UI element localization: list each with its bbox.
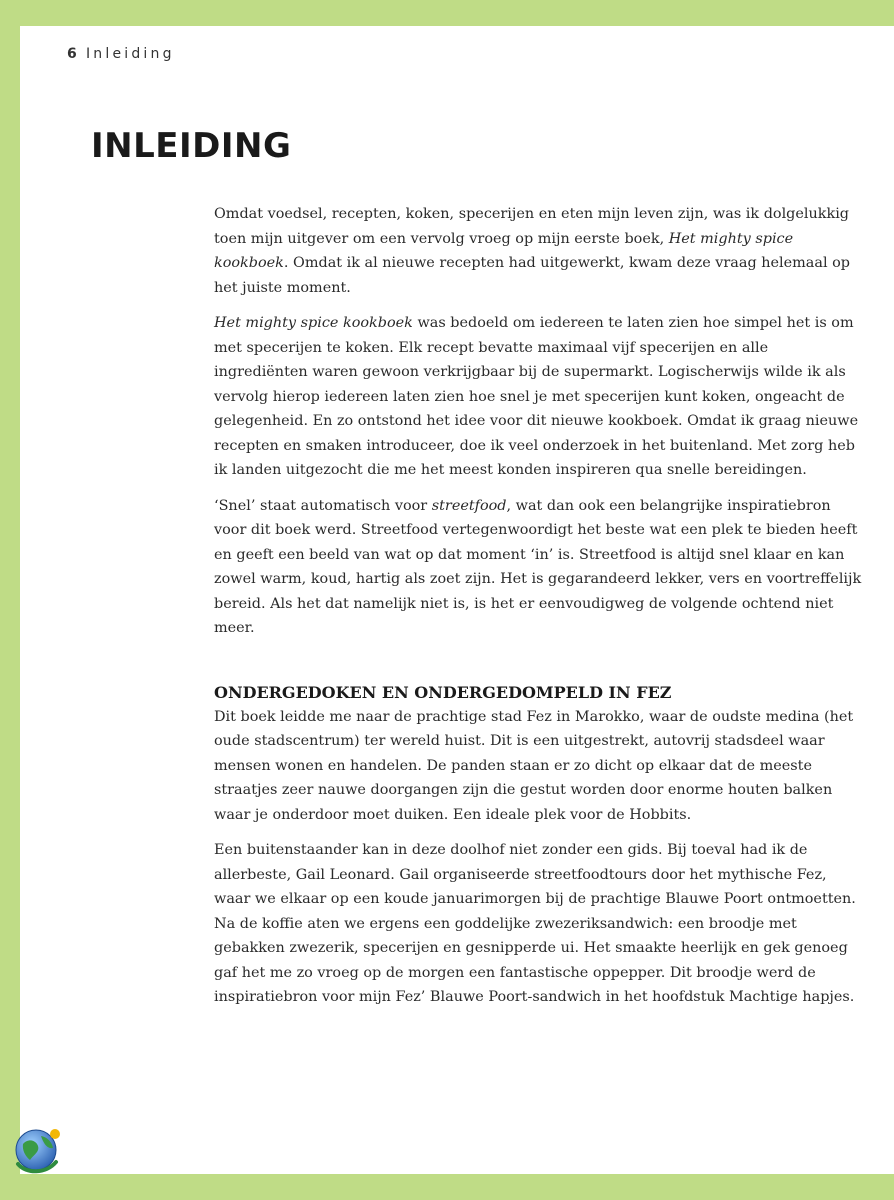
- paragraph-2: Het mighty spice kookboek was bedoeld om iedereen te laten zien hoe simpel het is om met specerijen te koken. Elk recept bevatte maximaal vijf specerijen en alle ingrediënten waren gewoon verkrijgbaar bij de supermarkt. Logischerwijs wilde ik als vervolg hierop iedereen laten zien hoe snel je met specerijen kunt koken, ongeacht de gelegenheid. En zo ontstond het idee voor dit nieuwe kookboek. Omdat ik graag nieuwe recepten en smaken introduceer, doe ik veel onderzoek in het buitenland. Met zorg heb ik landen uitgezocht die me het meest konden inspireren qua snelle bereidingen.: [214, 315, 859, 478]
- section-paragraph-1: Dit boek leidde me naar de prachtige stad Fez in Marokko, waar de oudste medina (het oude stadscentrum) ter wereld huist. Dit is een uitgestrekt, autovrij stadsdeel waar mensen wonen en handelen. De panden staan er zo dicht op elkaar dat de meeste straatjes zeer nauwe doorgangen zijn die gestut worden door enorme houten balken waar je onderdoor moet duiken. Een ideale plek voor de Hobbits.: [214, 708, 854, 823]
- running-header-title: Inleiding: [85, 46, 175, 62]
- page-number: 6: [67, 46, 80, 62]
- book-title-italic: Het mighty spice kookboek: [214, 230, 794, 271]
- section-heading: ONDERGEDOKEN EN ONDERGEDOMPELD IN FEZ: [214, 682, 672, 702]
- streetfood-italic: streetfood: [431, 497, 507, 514]
- globe-logo-icon: [6, 1120, 68, 1180]
- paragraph-1: Omdat voedsel, recepten, koken, specerijen en eten mijn leven zijn, was ik dolgelukkig toen mijn uitgever om een vervolg vroeg op mijn eerste boek, Het mighty spice kookboek. Omdat ik al nieuwe recepten had uitgewerkt, kwam deze vraag helemaal op het juiste moment.: [214, 206, 851, 296]
- paragraph-3: ‘Snel’ staat automatisch voor streetfood, wat dan ook een belangrijke inspiratiebron voor dit boek werd. Streetfood vertegenwoordigt het beste wat een plek te bieden heeft en geeft een beeld van wat op dat moment ‘in’ is. Streetfood is altijd snel klaar en kan zowel warm, koud, hartig als zoet zijn. Het is gegarandeerd lekker, vers en voortreffelijk bereid. Als het dat namelijk niet is, is het er eenvoudigweg de volgende ochtend niet meer.: [214, 497, 862, 636]
- running-header: [67, 46, 175, 62]
- book-title-italic: Het mighty spice kookboek: [214, 315, 413, 331]
- chapter-title: INLEIDING: [91, 126, 292, 166]
- book-page: [20, 26, 894, 1174]
- body-text: [214, 202, 866, 1021]
- section-paragraph-2: Een buitenstaander kan in deze doolhof niet zonder een gids. Bij toeval had ik de allerbeste, Gail Leonard. Gail organiseerde streetfoodtours door het mythische Fez, waar we elkaar op een koude januarimorgen bij de prachtige Blauwe Poort ontmoetten. Na de koffie aten we ergens een goddelijke zwezeriksandwich: een broodje met gebakken zwezerik, specerijen en gesnipperde ui. Het smaakte heerlijk en gek genoeg gaf het me zo vroeg op de morgen een fantastische oppepper. Dit broodje werd de inspiratiebron voor mijn Fez’ Blauwe Poort-sandwich in het hoofdstuk Machtige hapjes.: [214, 842, 856, 1005]
